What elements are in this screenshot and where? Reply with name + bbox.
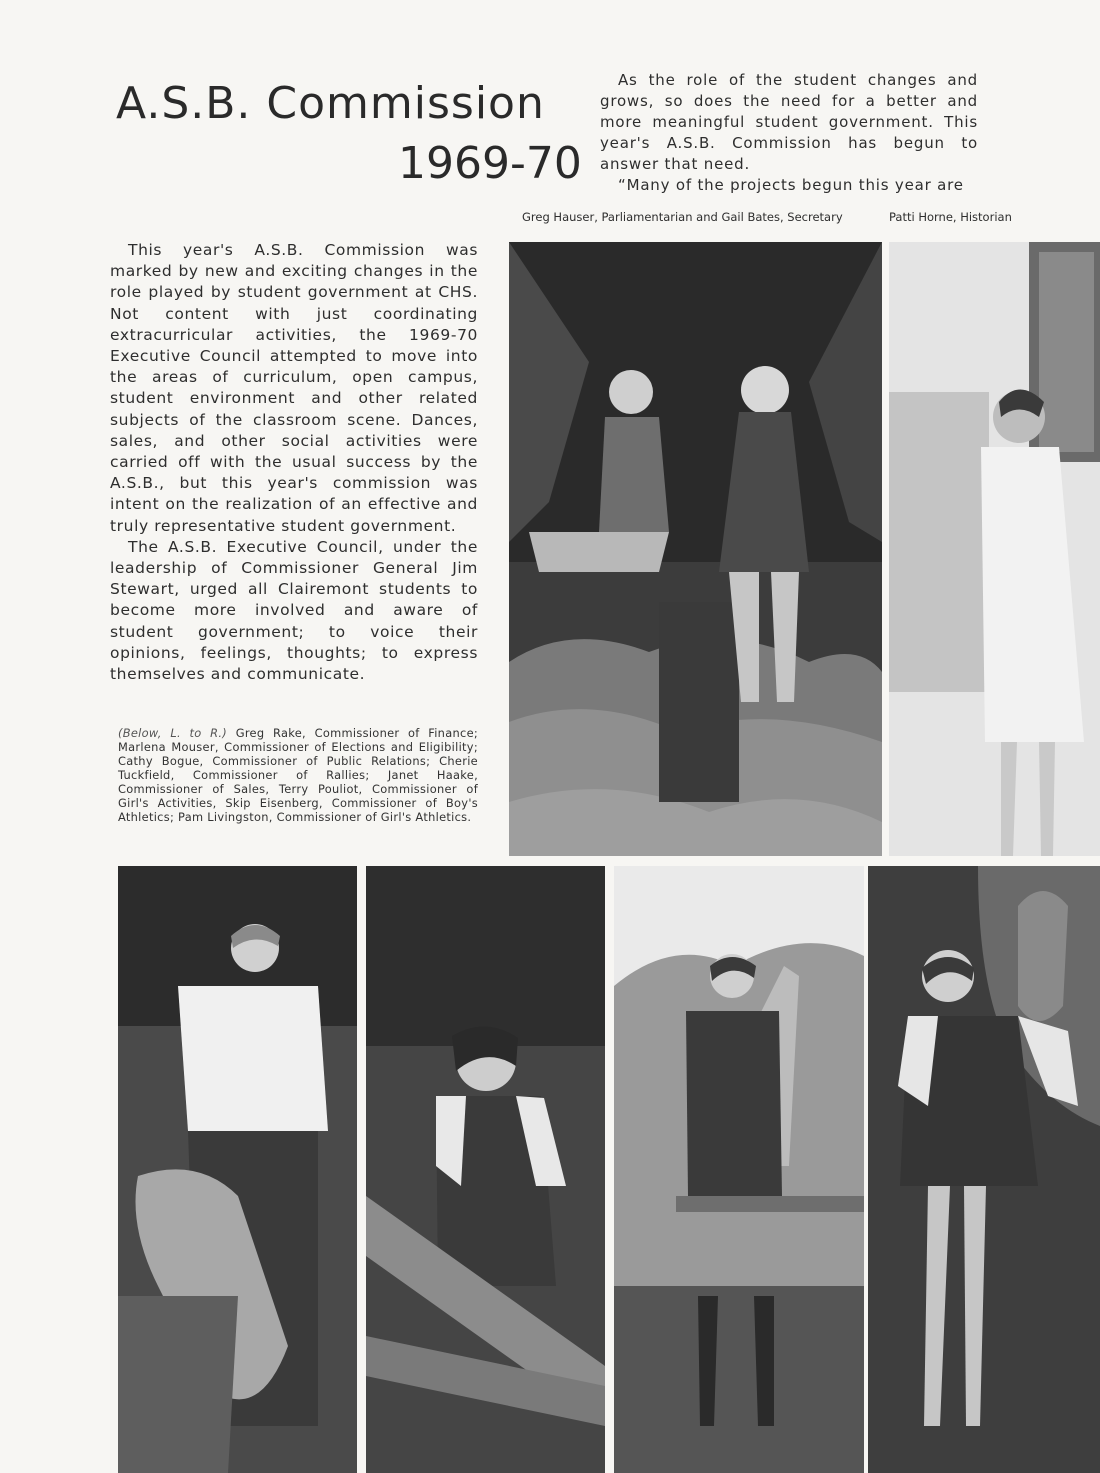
body-text <box>110 240 478 685</box>
caption-secretary-parliamentarian: Greg Hauser, Parliamentarian and Gail Bates, Secretary <box>522 210 843 224</box>
below-caption-prefix: (Below, L. to R.) <box>118 726 228 740</box>
caption-historian: Patti Horne, Historian <box>889 210 1012 224</box>
photo-mouser <box>366 866 605 1473</box>
body-paragraph-2: The A.S.B. Executive Council, under the leadership of Commissioner General Jim Stewart, urged all Clairemont students to become more involved and aware of student government; to voice their opinions, feelings, thoughts; to express themselves and communicate. <box>110 537 478 684</box>
page-title: A.S.B. Commission <box>116 78 545 129</box>
intro-paragraph-2: “Many of the projects begun this year are <box>618 176 964 194</box>
below-photos-caption <box>118 726 478 824</box>
photo-bogue <box>614 866 864 1473</box>
photo-tuckfield <box>868 866 1100 1473</box>
body-paragraph-1: This year's A.S.B. Commission was marked by new and exciting changes in the role played by student government at CHS. Not content with just coordinating extracurricular activities, the 1969-70 Executive Council attempted to move into the areas of curriculum, open campus, student environment and other related subjects of the classroom scene. Dances, sales, and other social activities were carried off with the usual success by the A.S.B., but this year's commission was intent on the realization of an effective and truly representative student government. <box>110 241 478 535</box>
below-caption-text: Greg Rake, Commissioner of Finance; Marlena Mouser, Commissioner of Elections and Eligibility; Cathy Bogue, Commissioner of Public Relations; Cherie Tuckfield, Commissioner of Rallies; Janet Haake, Commissioner of Sales, Terry Pouliot, Commissioner of Girl's Activities, Skip Eisenberg, Commissioner of Boy's Athletics; Pam Livingston, Commissioner of Girl's Athletics. <box>118 726 479 824</box>
page-year: 1969-70 <box>398 138 582 189</box>
intro-paragraph-1: As the role of the student changes and grows, so does the need for a better and more meaningful student government. This year's A.S.B. Commission has begun to answer that need. <box>600 71 978 173</box>
photo-hauser-bates <box>509 242 882 856</box>
intro-text <box>600 70 978 196</box>
photo-horne <box>889 242 1100 856</box>
photo-rake <box>118 866 357 1473</box>
